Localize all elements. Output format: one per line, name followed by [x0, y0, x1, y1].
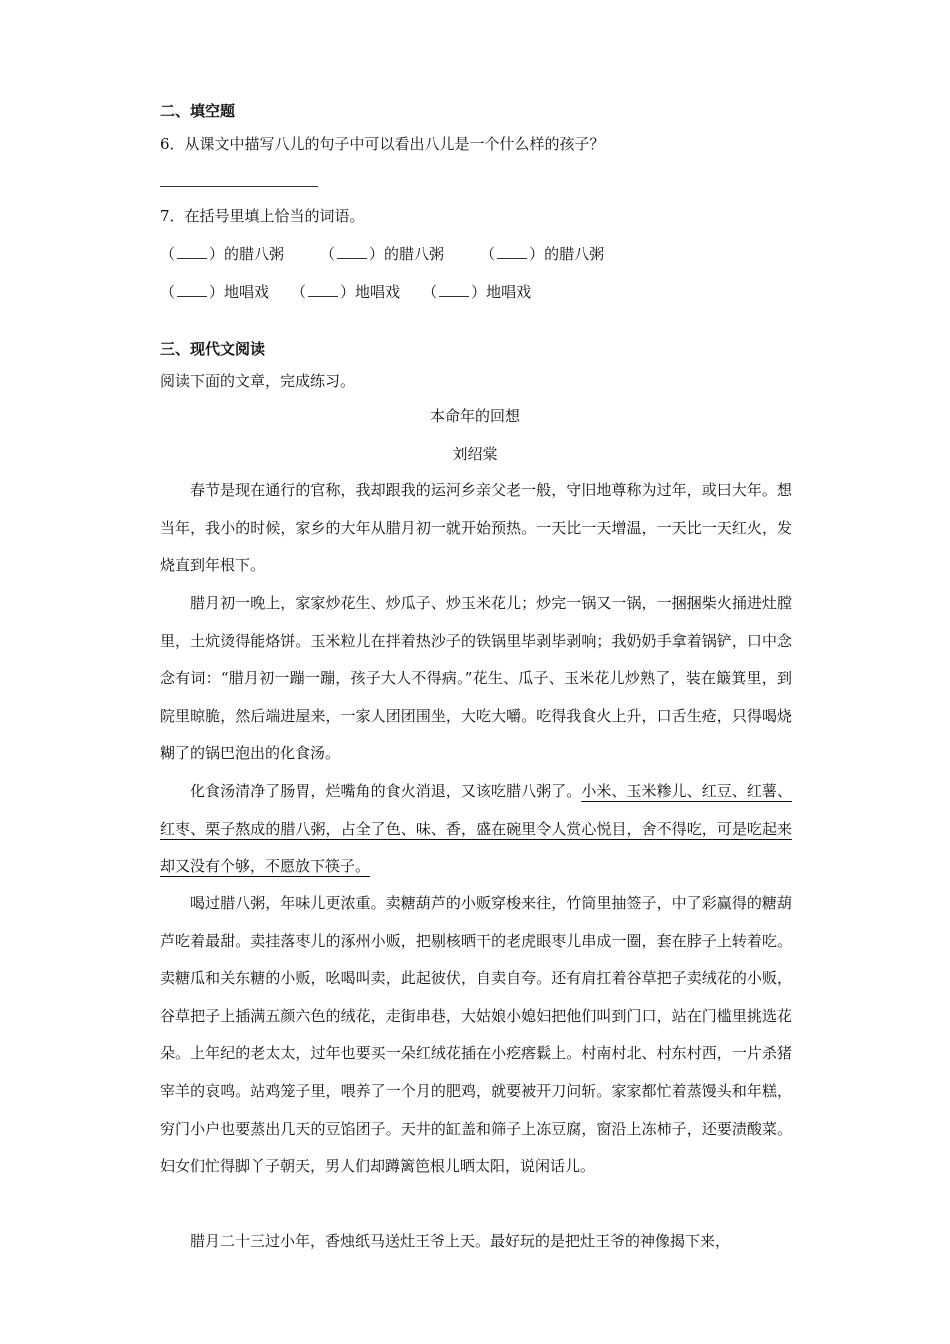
fill-item: （ ）的腊八粥 — [480, 245, 605, 263]
article-paragraph-5: 腊月二十三过小年，香烛纸马送灶王爷上天。最好玩的是把灶王爷的神像揭下来， — [190, 1232, 731, 1250]
fill-item: （ ）地唱戏 — [160, 283, 270, 301]
article-paragraph-4: 喝过腊八粥，年味儿更浓重。卖糖葫芦的小贩穿梭来往，竹筒里抽签子，中了彩赢得的糖葫芦吃着最甜。卖挂落枣儿的涿州小贩，把剔核晒干的老虎眼枣儿串成一圈，套在脖子上转着吃。卖糖瓜和关东糖的小贩，吆喝叫卖，此起彼伏，自卖自夸。还有肩扛着谷草把子卖绒花的小贩，谷草把子上插满五颜六色的绒花，走街串巷，大姑娘小媳妇把他们叫到门口，站在门槛里挑选花朵。上年纪的老太太，过年也要买一朵红绒花插在小疙瘩鬏上。村南村北、村东村西，一片杀猪宰羊的哀鸣。站鸡笼子里，喂养了一个月的肥鸡，就要被开刀问斩。家家都忙着蒸馒头和年糕，穷门小户也要蒸出几天的豆馅团子。天井的缸盖和筛子上冻豆腐，窗沿上冻柿子，还要渍酸菜。妇女们忙得脚丫子朝天，男人们却蹲篱笆根儿晒太阳，说闲话儿。 — [160, 894, 792, 1176]
underlined-sentence: 小米、玉米糁儿、红豆、红薯、红枣、栗子熬成的腊八粥，占全了色、味、香，盛在碗里令人赏心悦目，舍不得吃，可是吃起来却又没有个够，不愿放下筷子。 — [160, 782, 792, 876]
fill-row-sing — [160, 281, 567, 302]
blank-input[interactable] — [177, 282, 207, 297]
fill-item: （ ）地唱戏 — [291, 283, 401, 301]
answer-line-q6[interactable] — [160, 186, 318, 187]
question-6: 6．从课文中描写八儿的句子中可以看出八儿是一个什么样的孩子？ — [160, 135, 605, 153]
fill-item: （ ）的腊八粥 — [320, 245, 445, 263]
section-title-reading: 三、现代文阅读 — [160, 340, 266, 358]
article-author: 刘绍棠 — [452, 445, 498, 463]
paragraph-3-text: 化食汤清净了肠胃，烂嘴角的食火消退，又该吃腊八粥了。 — [190, 782, 582, 800]
article-paragraph-2: 腊月初一晚上，家家炒花生、炒瓜子、炒玉米花儿；炒完一锅又一锅，一捆捆柴火捅进灶膛里，土炕烫得能烙饼。玉米粒儿在拌着热沙子的铁锅里毕剥毕剥响；我奶奶手拿着锅铲，口中念念有词：“腊月初一蹦一蹦，孩子大人不得病。”花生、瓜子、玉米花儿炒熟了，装在簸箕里，到院里晾脆，然后端进屋来，一家人团团围坐，大吃大嚼。吃得我食火上升，口舌生疮，只得喝烧糊了的锅巴泡出的化食汤。 — [160, 594, 792, 763]
blank-input[interactable] — [439, 282, 469, 297]
blank-input[interactable] — [177, 244, 207, 259]
section-title-fill-blank: 二、填空题 — [160, 102, 236, 120]
fill-row-porridge — [160, 243, 640, 264]
fill-item: （ ）地唱戏 — [422, 283, 532, 301]
question-7: 7．在括号里填上恰当的词语。 — [160, 207, 365, 225]
article-title: 本命年的回想 — [429, 407, 520, 425]
blank-input[interactable] — [308, 282, 338, 297]
blank-input[interactable] — [497, 244, 527, 259]
article-paragraph-3 — [160, 773, 792, 886]
reading-instruction: 阅读下面的文章，完成练习。 — [160, 372, 356, 390]
blank-input[interactable] — [337, 244, 367, 259]
article-paragraph-1: 春节是现在通行的官称，我却跟我的运河乡亲父老一般，守旧地尊称为过年，或曰大年。想当年，我小的时候，家乡的大年从腊月初一就开始预热。一天比一天增温，一天比一天红火，发烧直到年根下。 — [160, 481, 792, 575]
fill-item: （ ）的腊八粥 — [160, 245, 285, 263]
